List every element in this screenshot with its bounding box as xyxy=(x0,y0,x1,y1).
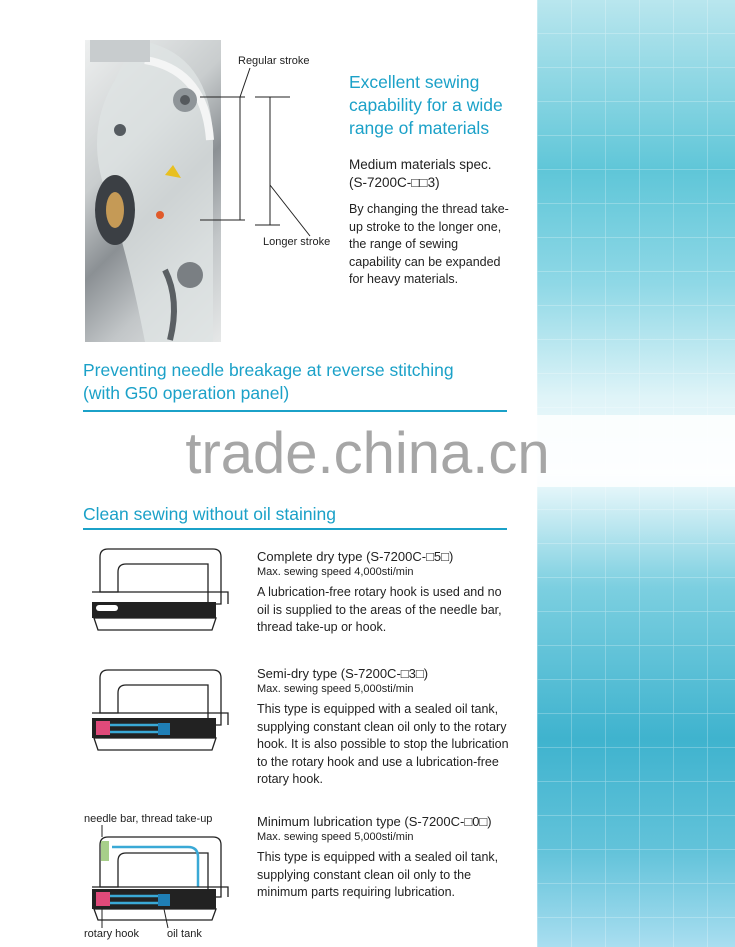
semi-dry-type-description: This type is equipped with a sealed oil tank, supplying constant clean oil only to the rotary hook. It is also possible to stop the lubrication to the rotary hook and use a lubrication-free rotary hook. xyxy=(257,702,509,786)
section-divider xyxy=(83,528,507,530)
minimum-lubrication-speed: Max. sewing speed 5,000sti/min xyxy=(257,831,414,843)
dry-type-description: A lubrication-free rotary hook is used and no oil is supplied to the areas of the needle bar, thread take-up or hook. xyxy=(257,585,502,634)
watermark-text: trade.china.cn xyxy=(185,421,550,486)
medium-spec-line2: (S-7200C-□□3) xyxy=(349,175,440,190)
dry-type-machine-diagram xyxy=(88,542,233,634)
rotary-hook-label: rotary hook xyxy=(84,928,140,940)
semi-dry-type-block xyxy=(257,665,517,789)
semi-dry-machine-diagram xyxy=(88,663,233,755)
medium-spec-line1: Medium materials spec. xyxy=(349,157,492,172)
clean-sewing-heading: Clean sewing without oil staining xyxy=(83,504,336,524)
needle-heading-line1: Preventing needle breakage at reverse stitching xyxy=(83,360,454,380)
stroke-description: By changing the thread take-up stroke to the longer one, the range of sewing capability can be expanded for heavy materials. xyxy=(349,202,509,286)
semi-dry-type-title: Semi-dry type (S-7200C-□3□) xyxy=(257,666,429,681)
regular-stroke-label: Regular stroke xyxy=(238,55,310,67)
dry-type-title: Complete dry type (S-7200C-□5□) xyxy=(257,549,454,564)
medium-spec-title xyxy=(349,156,492,192)
minimum-lubrication-machine-diagram xyxy=(88,825,233,930)
oil-tank-label: oil tank xyxy=(167,928,202,940)
minimum-lubrication-title: Minimum lubrication type (S-7200C-□0□) xyxy=(257,814,492,829)
capability-heading: Excellent sewing capability for a wide range of materials xyxy=(349,72,503,138)
semi-dry-type-speed: Max. sewing speed 5,000sti/min xyxy=(257,683,414,695)
needle-bar-label: needle bar, thread take-up xyxy=(84,813,213,825)
needle-breakage-heading xyxy=(83,359,523,405)
needle-heading-line2: (with G50 operation panel) xyxy=(83,383,290,403)
section-divider xyxy=(83,410,507,412)
longer-stroke-label: Longer stroke xyxy=(263,236,331,248)
stroke-indicator-lines xyxy=(160,60,350,260)
dry-type-block xyxy=(257,548,517,637)
dry-type-speed: Max. sewing speed 4,000sti/min xyxy=(257,566,414,578)
minimum-lubrication-description: This type is equipped with a sealed oil tank, supplying constant clean oil only to the minimum parts requiring lubrication. xyxy=(257,850,499,899)
minimum-lubrication-block xyxy=(257,813,519,902)
